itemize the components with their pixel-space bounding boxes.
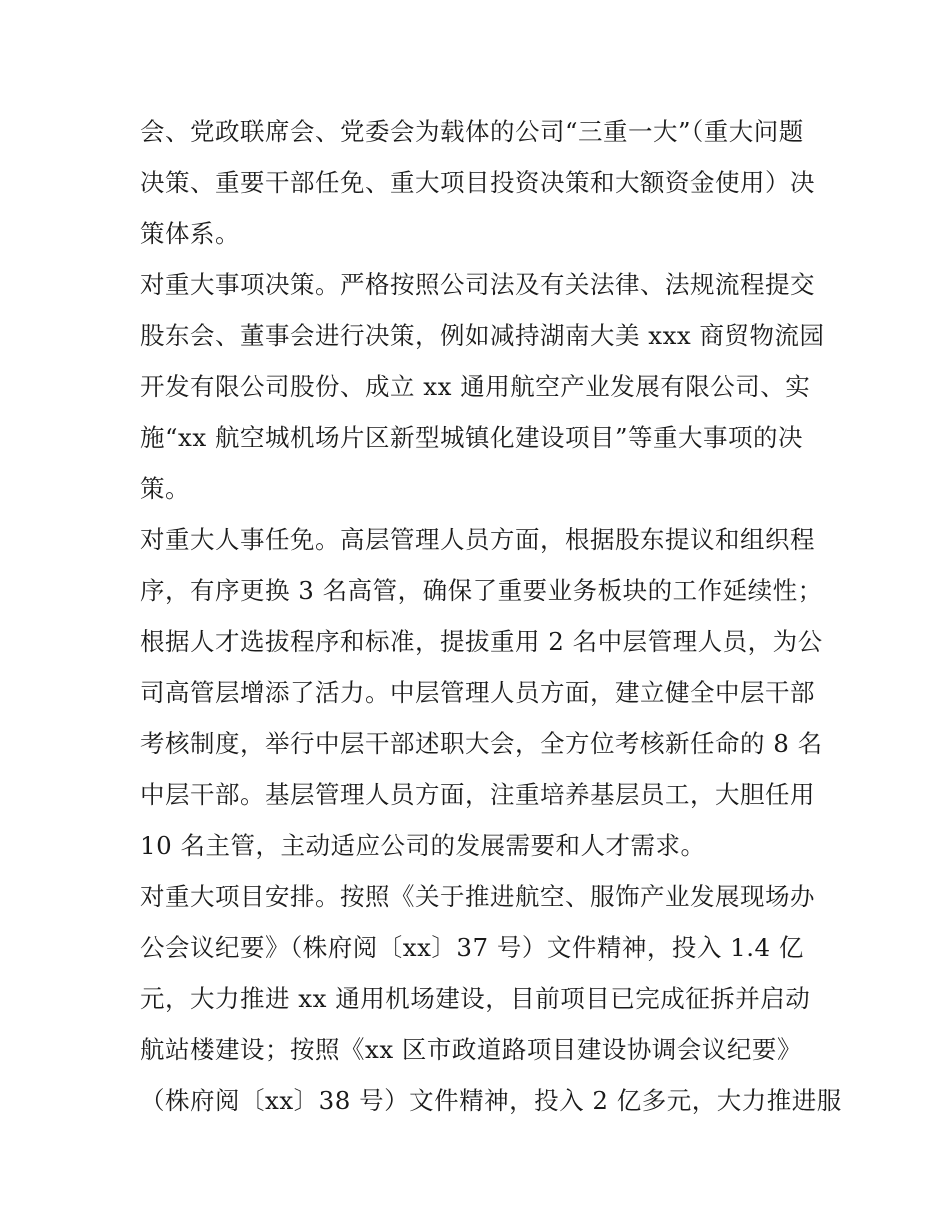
text-line: 航站楼建设；按照《xx 区市政道路项目建设协调会议纪要》 xyxy=(140,1035,802,1064)
text-line: 序，有序更换 3 名高管，确保了重要业务板块的工作延续性； xyxy=(140,576,823,605)
text-line: 司高管层增添了活力。中层管理人员方面，建立健全中层干部 xyxy=(140,678,815,707)
text-line: 对重大项目安排。按照《关于推进航空、服饰产业发展现场办 xyxy=(140,882,815,911)
text-line: 对重大事项决策。严格按照公司法及有关法律、法规流程提交 xyxy=(140,270,815,299)
text-line: 策。 xyxy=(140,474,190,503)
text-line: 10 名主管，主动适应公司的发展需要和人才需求。 xyxy=(140,831,706,860)
text-line: 开发有限公司股份、成立 xx 通用航空产业发展有限公司、实 xyxy=(140,372,811,401)
text-line: （株府阅〔xx〕38 号）文件精神，投入 2 亿多元，大力推进服 xyxy=(140,1086,842,1115)
text-line: 根据人才选拔程序和标准，提拔重用 2 名中层管理人员，为公 xyxy=(140,627,823,656)
text-line: 元，大力推进 xx 通用机场建设，目前项目已完成征拆并启动 xyxy=(140,984,811,1013)
body-text xyxy=(140,106,842,1126)
text-line: 考核制度，举行中层干部述职大会，全方位考核新任命的 8 名 xyxy=(140,729,823,758)
text-line: 中层干部。基层管理人员方面，注重培养基层员工，大胆任用 xyxy=(140,780,815,809)
text-line: 股东会、董事会进行决策，例如减持湖南大美 xxx 商贸物流园 xyxy=(140,321,825,350)
text-line: 公会议纪要》（株府阅〔xx〕37 号）文件精神，投入 1.4 亿 xyxy=(140,933,804,962)
text-line: 决策、重要干部任免、重大项目投资决策和大额资金使用）决 xyxy=(140,168,815,197)
text-line: 策体系。 xyxy=(140,219,240,248)
text-line: 施“xx 航空城机场片区新型城镇化建设项目”等重大事项的决 xyxy=(140,423,803,452)
text-line: 会、党政联席会、党委会为载体的公司“三重一大”（重大问题 xyxy=(140,117,804,146)
text-line: 对重大人事任免。高层管理人员方面，根据股东提议和组织程 xyxy=(140,525,815,554)
